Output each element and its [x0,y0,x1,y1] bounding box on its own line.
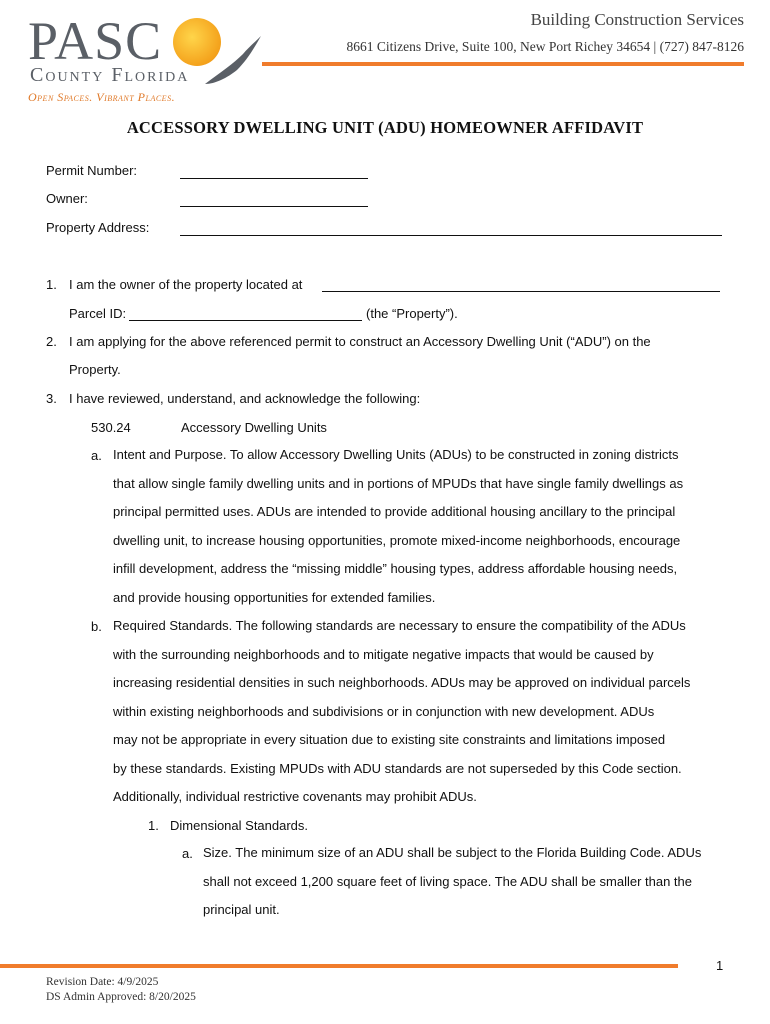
pasco-county-logo [28,12,258,102]
sub-a-label: a. [91,448,102,463]
size-label: a. [182,846,193,861]
size-paragraph [203,839,743,925]
paragraph-line: dwelling unit, to increase housing opportunities, promote mixed-income neighborhoods, encourage [113,532,681,548]
parcel-id-label: Parcel ID: [69,306,127,321]
property-address-field[interactable] [180,235,722,236]
dimensional-standards-title: Dimensional Standards. [170,818,309,833]
item-3-text: I have reviewed, understand, and acknowledge the following: [69,391,421,406]
property-address-label: Property Address: [46,220,150,235]
revision-date: Revision Date: 4/9/2025 [46,976,159,988]
dimensional-standards-number: 1. [148,818,159,833]
department-address: 8661 Citizens Drive, Suite 100, New Port Richey 34654 | (727) 847-8126 [346,39,744,54]
paragraph-line: infill development, address the “missing middle” housing types, address affordable housing needs, [113,561,678,576]
paragraph-line: principal permitted uses. ADUs are intended to provide additional housing ancillary to the principal [113,504,676,519]
item-1-text: I am the owner of the property located at [69,277,303,292]
parcel-suffix: (the “Property”). [366,306,458,321]
footer-divider [0,964,678,968]
paragraph-line: with the surrounding neighborhoods and to mitigate negative impacts that would be caused by [113,646,654,662]
parcel-id-field[interactable] [129,320,362,321]
item-3-number: 3. [46,391,57,406]
header-divider [262,62,744,66]
logo-wordmark: PASC [28,11,163,71]
paragraph-line: Size. The minimum size of an ADU shall be subject to the Florida Building Code. ADUs [203,845,702,860]
page-number: 1 [716,958,724,973]
paragraph-line: Intent and Purpose. To allow Accessory Dwelling Units (ADUs) to be constructed in zoning districts [113,447,679,462]
document-title: ACCESSORY DWELLING UNIT (ADU) HOMEOWNER AFFIDAVIT [126,118,644,137]
owner-field[interactable] [180,206,368,207]
required-standards-paragraph [113,612,733,812]
paragraph-line: that allow single family dwelling units and in portions of MPUDs that have single family dwellings as [113,475,684,491]
logo-county-florida: County Florida [30,64,190,86]
paragraph-line: principal unit. [203,902,280,917]
logo-tagline: Open Spaces. Vibrant Places. [28,90,176,104]
section-number: 530.24 [91,420,131,435]
admin-approved-date: DS Admin Approved: 8/20/2025 [46,991,196,1003]
paragraph-line: within existing neighborhoods and subdivisions or in conjunction with new development. ADUs [113,703,655,719]
property-location-field[interactable] [322,291,720,292]
owner-label: Owner: [46,191,88,206]
item-2-number: 2. [46,334,57,349]
paragraph-line: increasing residential densities in such neighborhoods. ADUs may be approved on individual parcels [113,675,691,690]
permit-number-field[interactable] [180,178,368,179]
department-name: Building Construction Services [530,10,744,29]
permit-number-label: Permit Number: [46,163,138,178]
item-2-line-1: I am applying for the above referenced permit to construct an Accessory Dwelling Unit (“ADU”) on the [69,334,651,349]
item-2-line-2: Property. [69,362,121,377]
revision-info [46,975,196,1005]
bird-icon [203,32,263,92]
sub-b-label: b. [91,619,102,634]
paragraph-line: Required Standards. The following standards are necessary to ensure the compatibility of the ADUs [113,618,686,633]
paragraph-line: Additionally, individual restrictive covenants may prohibit ADUs. [113,789,477,804]
paragraph-line: by these standards. Existing MPUDs with ADU standards are not superseded by this Code section. [113,760,682,776]
intent-and-purpose-paragraph [113,441,733,612]
paragraph-line: and provide housing opportunities for extended families. [113,589,436,605]
section-title: Accessory Dwelling Units [181,420,327,435]
paragraph-line: shall not exceed 1,200 square feet of living space. The ADU shall be smaller than the [203,873,692,889]
item-1-number: 1. [46,277,57,292]
paragraph-line: may not be appropriate in every situation due to existing site constraints and limitations imposed [113,732,666,747]
